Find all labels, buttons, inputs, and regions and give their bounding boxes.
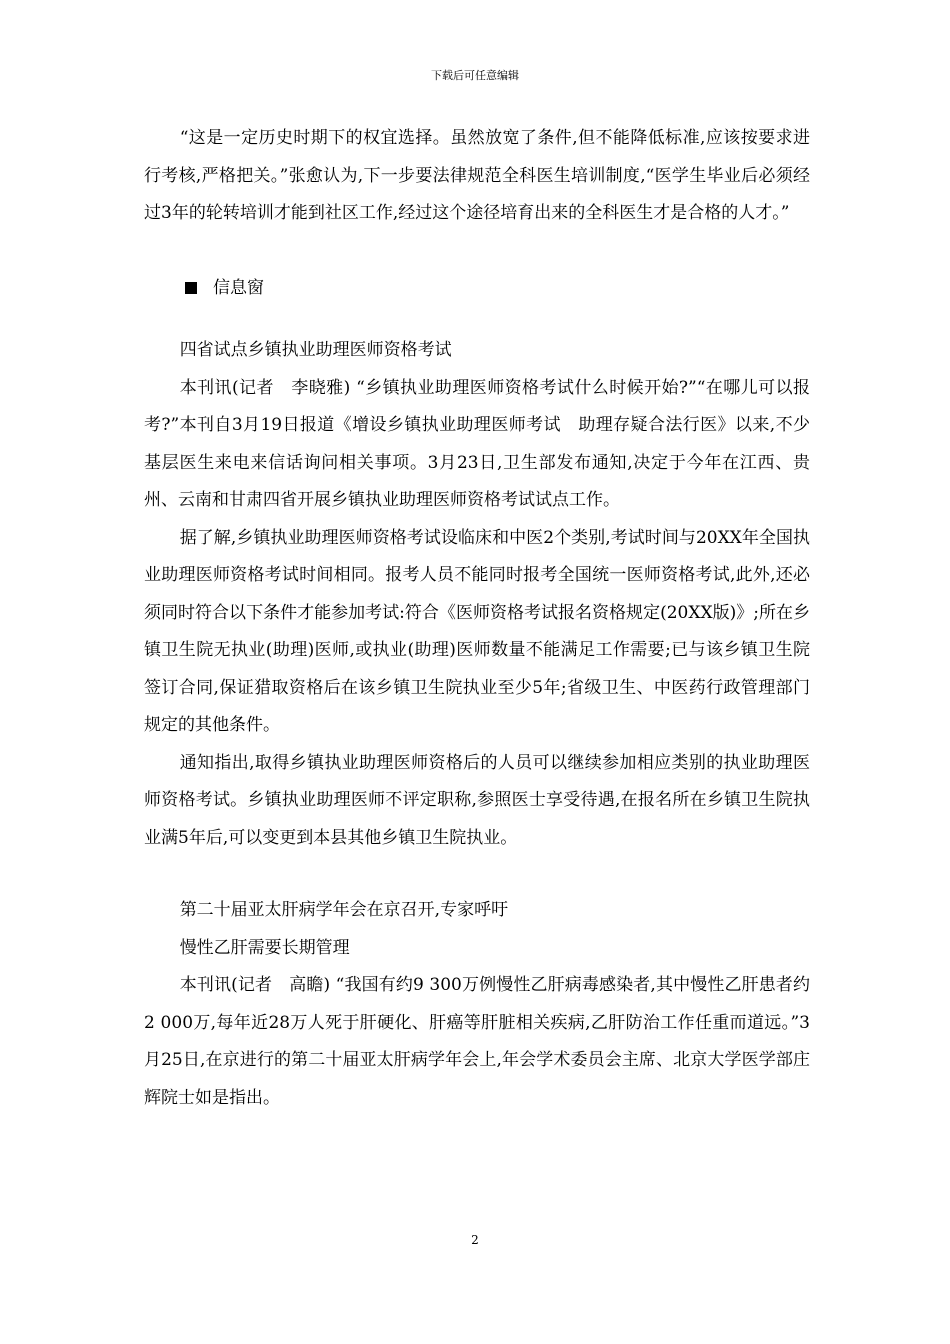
black-square-icon xyxy=(185,282,197,294)
paragraph-exam-details: 据了解,乡镇执业助理医师资格考试设临床和中医2个类别,考试时间与20XX年全国执业助理医师资格考试时间相同。报考人员不能同时报考全国统一医师资格考试,此外,还必须同时符合以下条件才能参加考试:符合《医师资格考试报名资格规定(20XX版)》;所在乡镇卫生院无执业(助理)医师,或执业(助理)医师数量不能满足工作需要;已与该乡镇卫生院签订合同,保证猎取资格后在该乡镇卫生院执业至少5年;省级卫生、中医药行政管理部门规定的其他条件。 xyxy=(144,527,810,735)
article-title-exam: 四省试点乡镇执业助理医师资格考试 xyxy=(179,340,452,360)
page-number: 2 xyxy=(471,1233,479,1247)
paragraph-exam-notice: 通知指出,取得乡镇执业助理医师资格后的人员可以继续参加相应类别的执业助理医师资格考试。乡镇执业助理医师不评定职称,参照医士享受待遇,在报名所在乡镇卫生院执业满5年后,可以变更到本县其他乡镇卫生院执业。 xyxy=(144,752,810,848)
document-body xyxy=(144,120,810,1117)
info-window-label: 信息窗 xyxy=(213,277,264,298)
paragraph-hepatitis-news: 本刊讯(记者 高瞻) “我国有约9 300万例慢性乙肝病毒感染者,其中慢性乙肝患者约2 000万,每年近28万人死于肝硬化、肝癌等肝脏相关疾病,乙肝防治工作任重而道远。”3月25日,在京进行的第二十届亚太肝病学年会上,年会学术委员会主席、北京大学医学部庄辉院士如是指出。 xyxy=(144,975,810,1108)
article-title-hepatitis-line2: 慢性乙肝需要长期管理 xyxy=(179,937,350,958)
paragraph-quote: “这是一定历史时期下的权宜选择。虽然放宽了条件,但不能降低标准,应该按要求进行考核,严格把关。”张愈认为,下一步要法律规范全科医生培训制度,“医学生毕业后必须经过3年的轮转培训才能到社区工作,经过这个途径培育出来的全科医生才是合格的人才。” xyxy=(144,128,810,223)
page-header-note: 下载后可任意编辑 xyxy=(431,69,519,82)
info-window-heading xyxy=(144,270,810,308)
article-title-hepatitis-line1: 第二十届亚太肝病学年会在京召开,专家呼吁 xyxy=(179,900,509,920)
paragraph-exam-news: 本刊讯(记者 李晓雅) “乡镇执业助理医师资格考试什么时候开始?”“在哪儿可以报考?”本刊自3月19日报道《增设乡镇执业助理医师考试 助理存疑合法行医》以来,不少基层医生来电来信话询问相关事项。3月23日,卫生部发布通知,决定于今年在江西、贵州、云南和甘肃四省开展乡镇执业助理医师资格考试试点工作。 xyxy=(144,377,810,510)
